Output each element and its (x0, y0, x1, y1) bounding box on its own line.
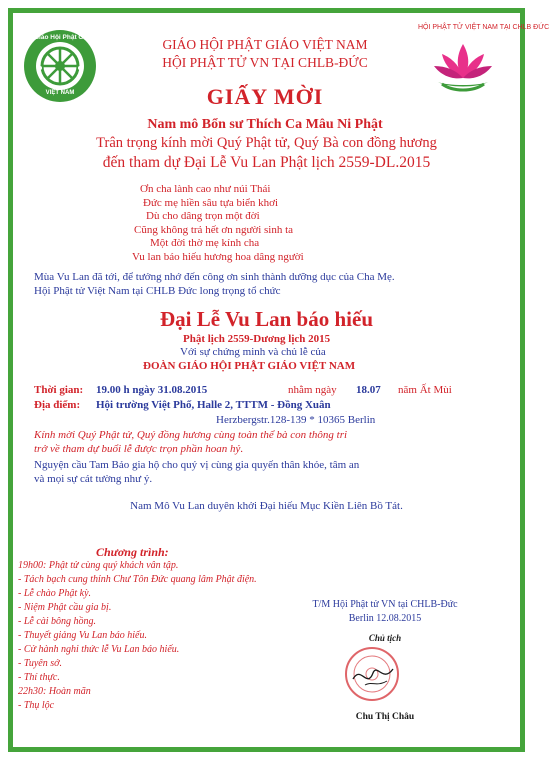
blessing: Nam Mô Vu Lan duyên khởi Đại hiếu Mục Kiền Liên Bồ Tát. (130, 500, 403, 512)
lotus-icon (418, 22, 549, 102)
event-sangha: ĐOÀN GIÁO HỘI PHẬT GIÁO VIỆT NAM (143, 360, 356, 372)
event-witness: Với sự chứng minh và chủ lễ của (180, 346, 326, 358)
right-logo (418, 22, 549, 102)
lunar-prefix: nhằm ngày (288, 384, 337, 396)
intro-line-1: Mùa Vu Lan đã tới, để tưởng nhớ đến công ơn sinh thành dưỡng dục của Cha Mẹ. (34, 271, 395, 283)
program-item: - Thí thực. (18, 672, 60, 683)
program-item: - Thụ lộc (18, 700, 55, 711)
left-logo (22, 28, 98, 104)
right-logo-text: HỘI PHẬT TỬ VIỆT NAM TẠI CHLB ĐỨC (418, 24, 549, 31)
org-name-1: GIÁO HỘI PHẬT GIÁO VIỆT NAM (162, 37, 368, 52)
left-logo-text-top: Giáo Hội Phật Giáo (34, 34, 93, 41)
poem-line: Đức mẹ hiền sâu tựa biển khơi (143, 196, 279, 209)
program-item: - Tuyên sớ. (18, 658, 62, 669)
intro-line-2: Hội Phật tử Việt Nam tại CHLB Đức long trọng tổ chức (34, 285, 281, 297)
welcome-line-2: trở về tham dự buổi lễ được trọn phần hoan hỷ. (34, 443, 244, 455)
program-item: - Tách bạch cung thỉnh Chư Tôn Đức quang lâm Phật điện. (18, 574, 257, 585)
event-year: Phật lịch 2559-Dương lịch 2015 (183, 333, 331, 345)
welcome-line-1: Kính mời Quý Phật tử, Quý đồng hương cùng toàn thể bà con thông tri (34, 429, 348, 441)
event-title: Đại Lễ Vu Lan báo hiếu (160, 307, 373, 331)
seal-stamp (343, 645, 401, 703)
time-label: Thời gian: (34, 384, 84, 396)
signer-org: T/M Hội Phật tử VN tại CHLB-Đức (312, 599, 458, 610)
signer-date: Berlin 12.08.2015 (348, 613, 422, 624)
program-item: - Niệm Phật cầu gia bị. (18, 602, 112, 613)
poem-line: Dù cho dâng trọn một đời (146, 210, 260, 223)
poem (130, 183, 460, 265)
org-name-2: HỘI PHẬT TỬ VN TẠI CHLB-ĐỨC (162, 55, 368, 70)
program-item: - Thuyết giảng Vu Lan báo hiếu. (18, 630, 147, 641)
signer-role: Chủ tịch (368, 633, 402, 643)
program-title: Chương trình: (96, 545, 169, 559)
address: Herzbergstr.128-139 * 10365 Berlin (216, 414, 376, 426)
invite-line-1: Trân trọng kính mời Quý Phật tử, Quý Bà con đồng hương (96, 135, 437, 151)
program-item: - Lễ chào Phật kỳ. (18, 588, 92, 599)
poem-line: Vu lan báo hiếu hương hoa dâng người (132, 250, 304, 263)
prayer-line-1: Nguyện cầu Tam Bảo gia hộ cho quý vị cùng gia quyến thân khỏe, tâm an (34, 459, 360, 471)
signer-name: Chu Thị Châu (355, 712, 415, 722)
program-item: - Cử hành nghi thức lễ Vu Lan báo hiếu. (18, 644, 180, 655)
seal-icon (343, 645, 401, 703)
place-value: Hội trường Việt Phố, Halle 2, TTTM - Đồng Xuân (96, 399, 331, 411)
invite-line-2: đến tham dự Đại Lễ Vu Lan Phật lịch 2559-DL.2015 (102, 154, 431, 171)
program-item: 22h30: Hoàn mãn (18, 686, 91, 697)
place-label: Địa điểm: (34, 399, 81, 411)
left-logo-text-bottom: VIỆT NAM (45, 90, 75, 96)
prayer-line-2: và mọi sự cát tường như ý. (34, 473, 153, 485)
lunar-value: 18.07 (356, 384, 381, 396)
time-value: 19.00 h ngày 31.08.2015 (96, 384, 208, 396)
poem-line: Ơn cha lành cao như núi Thái (140, 183, 271, 195)
salutation: Nam mô Bổn sư Thích Ca Mâu Ni Phật (147, 117, 383, 132)
page-title: GIẤY MỜI (206, 84, 324, 109)
poem-line: Cũng không trả hết ơn người sinh ta (134, 223, 294, 236)
lunar-suffix: năm Ất Mùi (398, 384, 452, 396)
program-item: 19h00: Phật tử cùng quý khách vân tập. (18, 560, 179, 571)
program-item: - Lễ cài bông hồng. (18, 616, 97, 627)
poem-line: Một đời thờ mẹ kính cha (150, 237, 260, 250)
